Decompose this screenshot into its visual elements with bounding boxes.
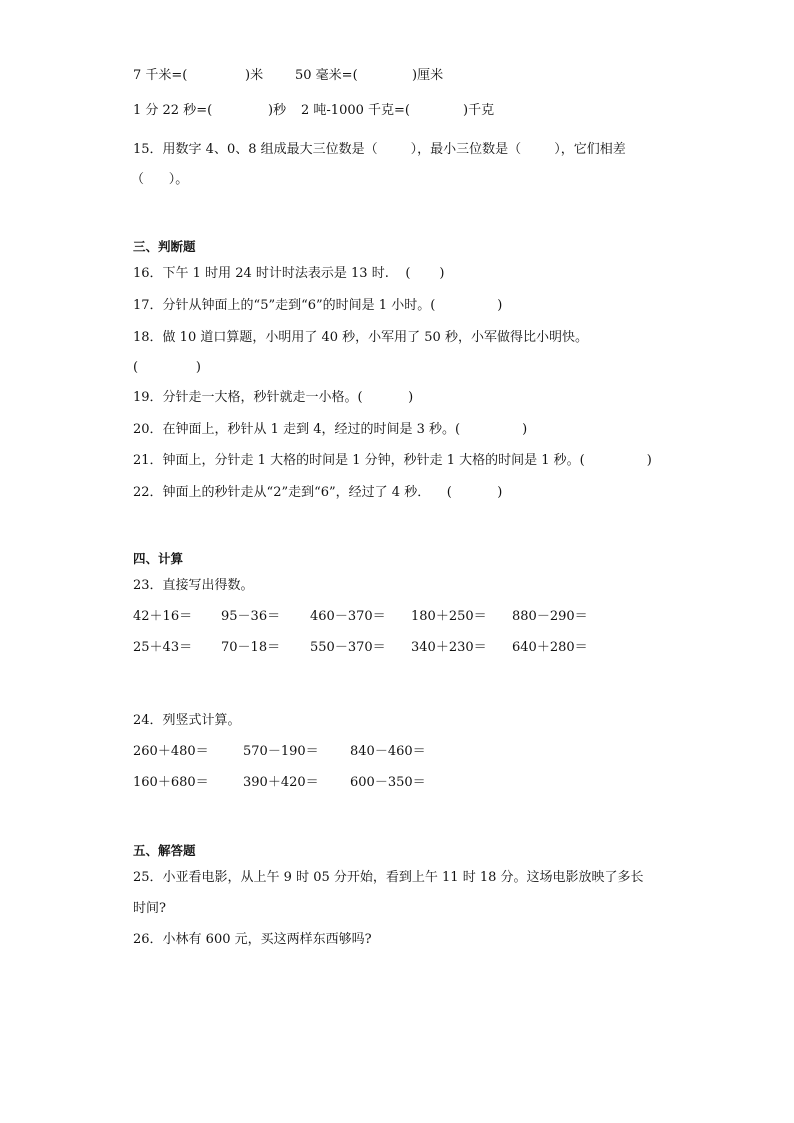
calc-24-r1-c2: 570－190＝ bbox=[243, 744, 319, 759]
calc-23-r1-c1: 42＋16＝ bbox=[133, 609, 193, 624]
calc-24-r2-c2: 390＋420＝ bbox=[243, 775, 319, 790]
conv-1-a: 7 千米=( bbox=[133, 68, 188, 83]
calc-24-r2-c1: 160＋680＝ bbox=[133, 775, 209, 790]
section-3-title: 三、判断题 bbox=[133, 239, 196, 254]
question-20: 20．在钟面上，秒针从 1 走到 4，经过的时间是 3 秒。( ) bbox=[133, 422, 528, 437]
question-17: 17．分针从钟面上的“5”走到“6”的时间是 1 小时。( ) bbox=[133, 298, 503, 313]
calc-23-r1-c4: 180＋250＝ bbox=[411, 609, 487, 624]
calc-23-r2-c5: 640＋280＝ bbox=[512, 640, 588, 655]
calc-23-r1-c3: 460－370＝ bbox=[310, 609, 386, 624]
question-23: 23．直接写出得数。 bbox=[133, 578, 254, 593]
calc-23-r2-c1: 25＋43＝ bbox=[133, 640, 193, 655]
calc-23-r2-c3: 550－370＝ bbox=[310, 640, 386, 655]
conv-2-a: 50 毫米=( bbox=[295, 68, 358, 83]
calc-23-r1-c5: 880－290＝ bbox=[512, 609, 588, 624]
question-24: 24．列竖式计算。 bbox=[133, 713, 241, 728]
question-19: 19．分针走一大格，秒针就走一小格。( ) bbox=[133, 390, 414, 405]
question-15-line2: （ ）。 bbox=[131, 172, 189, 187]
calc-24-r2-c3: 600－350＝ bbox=[350, 775, 426, 790]
question-21: 21．钟面上，分针走 1 大格的时间是 1 分钟，秒针走 1 大格的时间是 1 秒。( ) bbox=[133, 453, 652, 468]
calc-24-r1-c1: 260＋480＝ bbox=[133, 744, 209, 759]
question-18-line1: 18．做 10 道口算题，小明用了 40 秒，小军用了 50 秒，小军做得比小明快。 bbox=[133, 330, 588, 345]
calc-24-r1-c3: 840－460＝ bbox=[350, 744, 426, 759]
question-25-line1: 25．小亚看电影，从上午 9 时 05 分开始，看到上午 11 时 18 分。这场电影放映了多长 bbox=[133, 870, 644, 885]
calc-23-r2-c2: 70－18＝ bbox=[221, 640, 281, 655]
conv-2-b: )厘米 bbox=[412, 68, 444, 83]
section-5-title: 五、解答题 bbox=[133, 843, 196, 858]
question-25-line2: 时间? bbox=[133, 901, 166, 916]
question-26: 26．小林有 600 元，买这两样东西够吗? bbox=[133, 932, 372, 947]
conv-3-a: 1 分 22 秒=( bbox=[133, 103, 213, 118]
calc-23-r1-c2: 95－36＝ bbox=[221, 609, 281, 624]
conv-4-a: 2 吨-1000 千克=( bbox=[301, 103, 410, 118]
question-22: 22．钟面上的秒针走从“2”走到“6”，经过了 4 秒． ( ) bbox=[133, 485, 503, 500]
question-15-line1: 15．用数字 4、0、8 组成最大三位数是（ ），最小三位数是（ ），它们相差 bbox=[133, 142, 626, 157]
calc-23-r2-c4: 340＋230＝ bbox=[411, 640, 487, 655]
conv-3-b: )秒 bbox=[268, 103, 287, 118]
question-16: 16．下午 1 时用 24 时计时法表示是 13 时. ( ) bbox=[133, 266, 445, 281]
section-4-title: 四、计算 bbox=[133, 551, 184, 566]
conv-1-b: )米 bbox=[245, 68, 264, 83]
question-18-line2: ( ) bbox=[133, 360, 201, 375]
conv-4-b: )千克 bbox=[463, 103, 495, 118]
